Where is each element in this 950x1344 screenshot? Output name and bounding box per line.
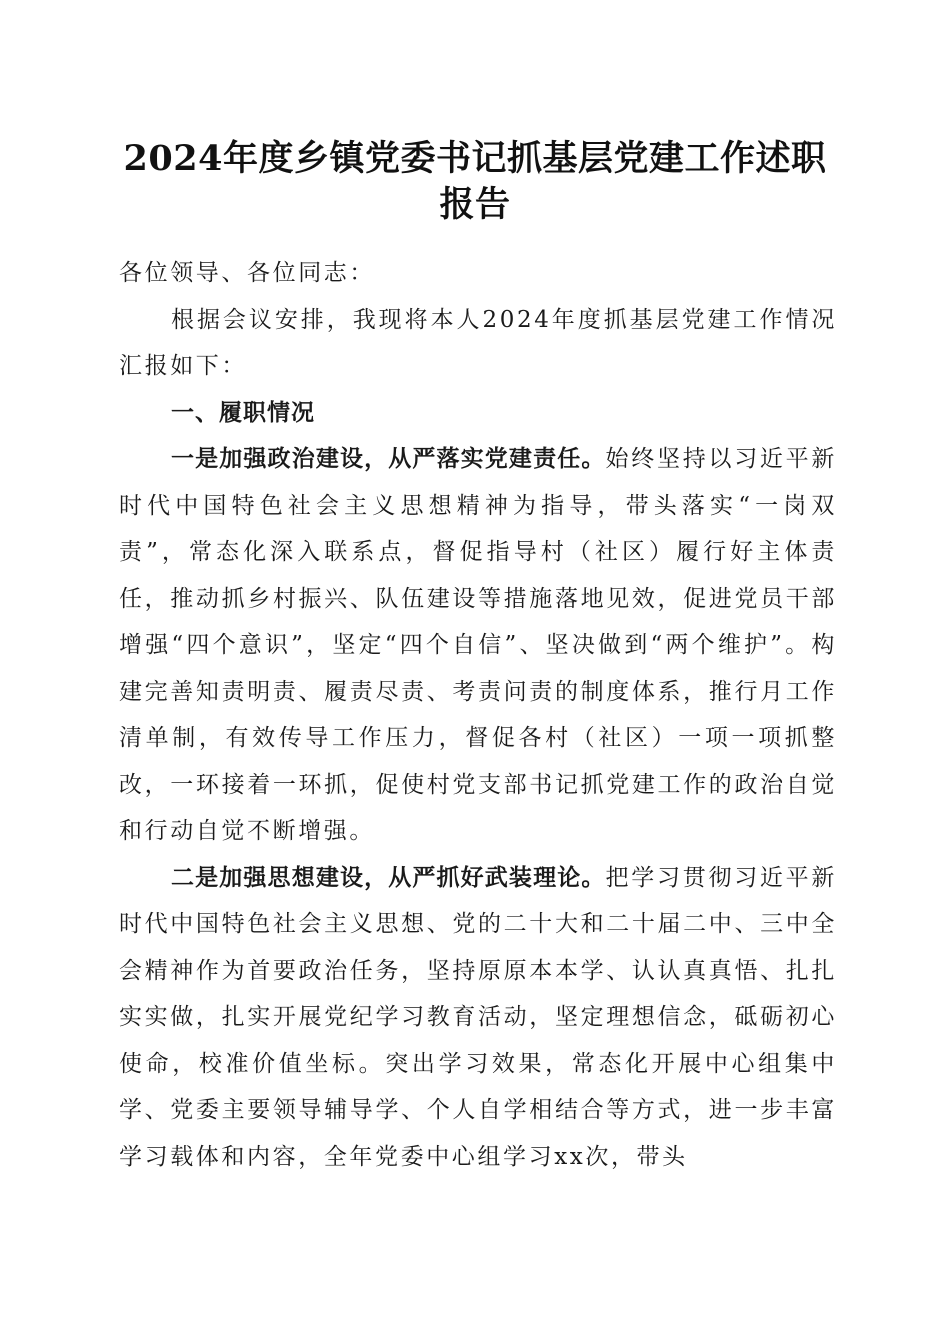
title-line-1: 2024年度乡镇党委书记抓基层党建工作述职 <box>123 138 827 179</box>
salutation: 各位领导、各位同志： <box>119 260 375 286</box>
title-line-2: 报告 <box>439 184 511 225</box>
section-heading-1: 一、履职情况 <box>171 399 315 426</box>
paragraph-2-lead: 二是加强思想建设，从严抓好武装理论。 <box>171 864 606 891</box>
paragraph-1-body: 始终坚持以习近平新时代中国特色社会主义思想精神为指导，带头落实“一岗双责”，常态化深入联系点，督促指导村（社区）履行好主体责任，推动抓乡村振兴、队伍建设等措施落地见效，促进党员干部增强“四个意识”，坚定“四个自信”、坚决做到“两个维护”。构建完善知责明责、履责尽责、考责问责的制度体系，推行月工作清单制，有效传导工作压力，督促各村（社区）一项一项抓整改，一环接着一环抓，促使村党支部书记抓党建工作的政治自觉和行动自觉不断增强。 <box>119 446 838 844</box>
paragraph-2-body: 把学习贯彻习近平新时代中国特色社会主义思想、党的二十大和二十届二中、三中全会精神作为首要政治任务，坚持原原本本学、认认真真悟、扎扎实实做，扎实开展党纪学习教育活动，坚定理想信念，砥砺初心使命，校准价值坐标。突出学习效果，常态化开展中心组集中学、党委主要领导辅导学、个人自学相结合等方式，进一步丰富学习载体和内容，全年党委中心组学习xx次，带头 <box>119 864 838 1170</box>
paragraph-2 <box>119 855 837 1181</box>
document-body <box>119 250 837 1180</box>
intro-paragraph: 根据会议安排，我现将本人2024年度抓基层党建工作情况汇报如下： <box>119 306 837 379</box>
document-title <box>110 136 840 228</box>
paragraph-1 <box>119 436 837 855</box>
paragraph-1-lead: 一是加强政治建设，从严落实党建责任。 <box>171 446 606 472</box>
